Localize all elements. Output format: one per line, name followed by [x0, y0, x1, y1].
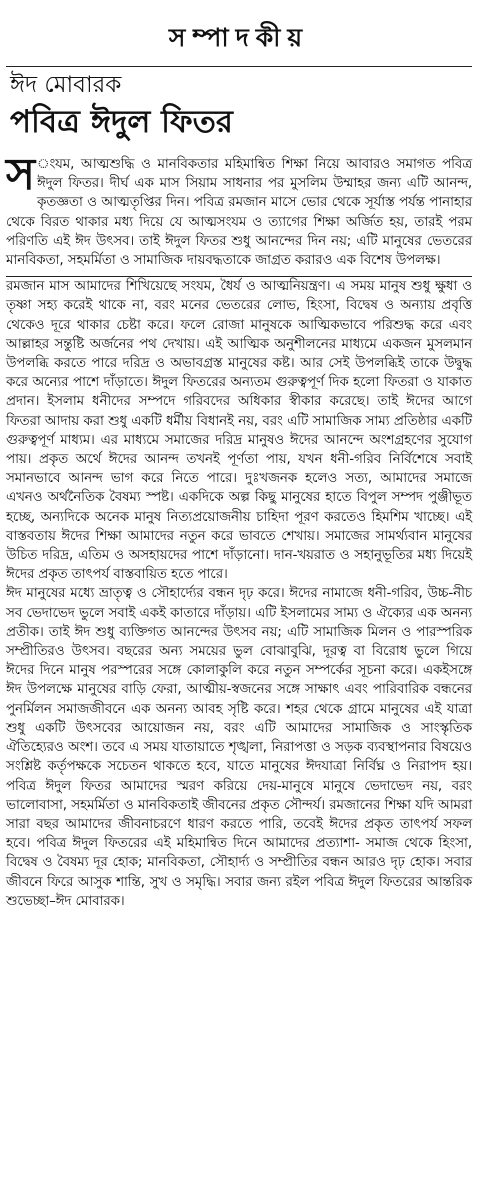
- article-body: [6, 149, 472, 911]
- paragraph-1: [6, 149, 472, 270]
- paragraph-3: ঈদ মানুষের মধ্যে ভ্রাতৃত্ব ও সৌহার্দ্যের বন্ধন দৃঢ় করে। ঈদের নামাজে ধনী-গরিব, উচ্চ-নীচ সব ভেদাভেদ ভুলে সবাই একই কাতারে দাঁড়ায়। এটি ইসলামের সাম্য ও ঐক্যের এক অনন্য প্রতীক। তাই ঈদ শুধু ব্যক্তিগত আনন্দের উৎসব নয়; এটি সামাজিক মিলন ও পারস্পরিক সম্প্রীতিরও উৎসব। বছরের অন্য সময়ের ভুল বোঝাবুঝি, দূরত্ব বা বিরোধ ভুলে গিয়ে ঈদের দিনে মানুষ পরস্পরের সঙ্গে কোলাকুলি করে নতুন সম্পর্কের সূচনা করে। একইসঙ্গে ঈদ উপলক্ষে মানুষের বাড়ি ফেরা, আত্মীয়-স্বজনের সঙ্গে সাক্ষাৎ এবং পারিবারিক বন্ধনের পুনর্মিলন সমাজজীবনে এক অনন্য আবহ সৃষ্টি করে। শহর থেকে গ্রামে মানুষের এই যাত্রা শুধু একটি উৎসবের আয়োজন নয়, বরং এটি আমাদের সামাজিক ও সাংস্কৃতিক ঐতিহ্যেরও অংশ। তবে এ সময় যাতায়াতে শৃঙ্খলা, নিরাপত্তা ও সড়ক ব্যবস্থাপনার বিষয়েও সংশ্লিষ্ট কর্তৃপক্ষকে সচেতন থাকতে হবে, যাতে মানুষের ঈদযাত্রা নির্বিঘ্ন ও নিরাপদ হয়। পবিত্র ঈদুল ফিতর আমাদের স্মরণ করিয়ে দেয়-মানুষে মানুষে ভেদাভেদ নয়, বরং ভালোবাসা, সহমর্মিতা ও মানবিকতাই জীবনের প্রকৃত সৌন্দর্য। রমজানের শিক্ষা যদি আমরা সারা বছর আমাদের জীবনাচরণে ধারণ করতে পারি, তবেই ঈদের প্রকৃত তাৎপর্য সফল হবে। পবিত্র ঈদুল ফিতরের এই মহিমান্বিত দিনে আমাদের প্রত্যাশা- সমাজ থেকে হিংসা, বিদ্বেষ ও বৈষম্য দূর হোক; মানবিকতা, সৌহার্দ্য ও সম্প্রীতির বন্ধন আরও দৃঢ় হোক। সবার জীবনে ফিরে আসুক শান্তি, সুখ ও সমৃদ্ধি। সবার জন্য রইল পবিত্র ঈদুল ফিতরের আন্তরিক শুভেচ্ছা–ঈদ মোবারক।: [6, 586, 472, 909]
- headline: পবিত্র ঈদুল ফিতর: [10, 104, 233, 140]
- kicker: ঈদ মোবারক: [10, 72, 122, 98]
- section-label: সম্পাদকীয়: [168, 23, 310, 52]
- paragraph-1-text: ংযম, আত্মশুদ্ধি ও মানবিকতার মহিমান্বিত শিক্ষা নিয়ে আবারও সমাগত পবিত্র ঈদুল ফিতর। দীর্ঘ এক মাস সিয়াম সাধনার পর মুসলিম উম্মাহর জন্য এটি আনন্দ, কৃতজ্ঞতা ও আত্মতৃপ্তির দিন। পবিত্র রমজান মাসে ভোর থেকে সূর্যাস্ত পর্যন্ত পানাহার থেকে বিরত থাকার মধ্য দিয়ে যে আত্মসংযম ও ত্যাগের শিক্ষা অর্জিত হয়, তারই পরম পরিণতি এই ঈদ উৎসব। তাই ঈদুল ফিতর শুধু আনন্দের দিন নয়; এটি মানুষের ভেতরের মানবিকতা, সহমর্মিতা ও সামাজিক দায়বদ্ধতাকে জাগ্রত করারও এক বিশেষ উপলক্ষ।: [6, 157, 472, 269]
- paragraph-2: রমজান মাস আমাদের শিখিয়েছে সংযম, ধৈর্য ও আত্মনিয়ন্ত্রণ। এ সময় মানুষ শুধু ক্ষুধা ও তৃষ্ণা সহ্য করেই থাকে না, বরং মনের ভেতরের লোভ, হিংসা, বিদ্বেষ ও অন্যায় প্রবৃত্তি থেকেও দূরে থাকার চেষ্টা করে। ফলে রোজা মানুষকে আত্মিকভাবে পরিশুদ্ধ করে এবং আল্লাহর সন্তুষ্টি অর্জনের পথ দেখায়। এই আত্মিক অনুশীলনের মাধ্যমে একজন মুসলমান উপলব্ধি করতে পারে দরিদ্র ও অভাবগ্রস্ত মানুষের কষ্ট। আর সেই উপলব্ধিই তাকে উদ্বুদ্ধ করে অন্যের পাশে দাঁড়াতে। ঈদুল ফিতরের অন্যতম গুরুত্বপূর্ণ দিক হলো ফিতরা ও যাকাত প্রদান। ইসলাম ধনীদের সম্পদে গরিবদের অধিকার স্বীকার করেছে। তাই ঈদের আগে ফিতরা আদায় করা শুধু একটি ধর্মীয় বিধানই নয়, বরং এটি সামাজিক সাম্য প্রতিষ্ঠার একটি গুরুত্বপূর্ণ মাধ্যম। এর মাধ্যমে সমাজের দরিদ্র মানুষও ঈদের আনন্দে অংশগ্রহণের সুযোগ পায়। প্রকৃত অর্থে ঈদের আনন্দ তখনই পূর্ণতা পায়, যখন ধনী-গরিব নির্বিশেষে সবাই সমানভাবে আনন্দ ভাগ করে নিতে পারে। দুঃখজনক হলেও সত্য, আমাদের সমাজে এখনও অর্থনৈতিক বৈষম্য স্পষ্ট। একদিকে অল্প কিছু মানুষের হাতে বিপুল সম্পদ পুঞ্জীভূত হচ্ছে, অন্যদিকে অনেক মানুষ নিত্যপ্রয়োজনীয় চাহিদা পূরণ করতেও হিমশিম খাচ্ছে। এই বাস্তবতায় ঈদের শিক্ষা আমাদের নতুন করে ভাবতে শেখায়। সমাজের সামর্থ্যবান মানুষের উচিত দরিদ্র, এতিম ও অসহায়দের পাশে দাঁড়ানো। দান-খয়রাত ও সহানুভূতির মধ্য দিয়েই ঈদের প্রকৃত তাৎপর্য বাস্তবায়িত হতে পারে।: [6, 279, 472, 583]
- drop-cap: স: [6, 149, 35, 200]
- top-divider: [6, 66, 472, 67]
